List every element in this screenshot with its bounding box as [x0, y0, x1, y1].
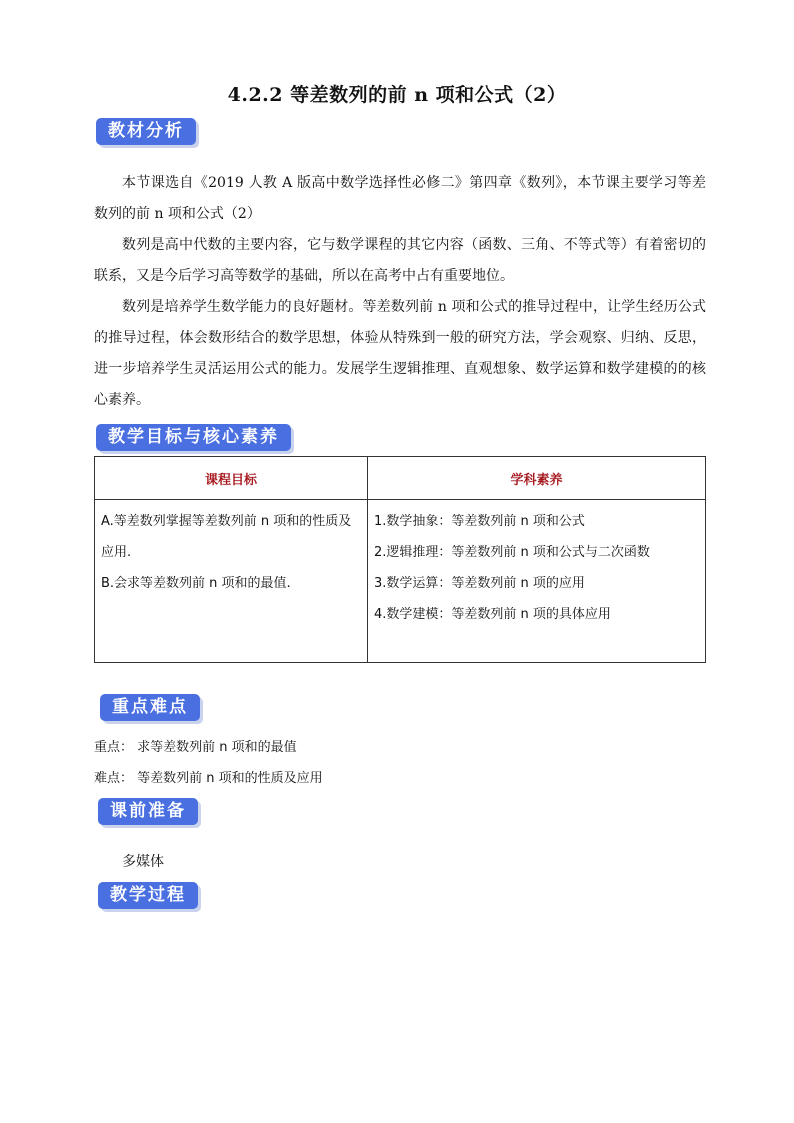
focus-text: 求等差数列前 n 项和的最值: [137, 740, 297, 755]
literacy-item-1: 1.数学抽象：等差数列前 n 项和公式: [374, 514, 585, 529]
difficulty-text: 等差数列前 n 项和的性质及应用: [137, 771, 323, 786]
course-goals-cell: [95, 500, 368, 663]
literacy-item-2: 2.逻辑推理：等差数列前 n 项和公式与二次函数: [374, 545, 650, 560]
focus-label: 重点：: [94, 740, 134, 755]
section-heading-prep: 课前准备: [98, 798, 198, 825]
course-goal-a: A.等差数列掌握等差数列前 n 项和的性质及应用.: [101, 514, 352, 560]
difficulty-line: [94, 767, 323, 786]
difficulty-label: 难点：: [94, 771, 134, 786]
focus-line: [94, 736, 297, 755]
analysis-paragraph-2: 数列是高中代数的主要内容，它与数学课程的其它内容（函数、三角、不等式等）有着密切的联系，又是今后学习高等数学的基础，所以在高考中占有重要地位。: [94, 237, 706, 284]
goals-header-literacy: 学科素养: [368, 457, 706, 500]
section-heading-process: 教学过程: [98, 882, 198, 909]
page-title: 4.2.2 等差数列的前 n 项和公式（2）: [227, 84, 567, 106]
analysis-paragraph-1: 本节课选自《2019 人教 A 版高中数学选择性必修二》第四章《数列》，本节课主要学习等差数列的前 n 项和公式（2）: [94, 175, 706, 222]
analysis-paragraph-3: 数列是培养学生数学能力的良好题材。等差数列前 n 项和公式的推导过程中，让学生经历公式的推导过程，体会数形结合的数学思想，体验从特殊到一般的研究方法，学会观察、归纳、反思，进一步培养学生灵活运用公式的能力。发展学生逻辑推理、直观想象、数学运算和数学建模的的核心素养。: [94, 299, 706, 408]
section-heading-keypoints: 重点难点: [100, 694, 200, 721]
literacy-item-3: 3.数学运算：等差数列前 n 项的应用: [374, 576, 585, 591]
goals-header-course: 课程目标: [95, 457, 368, 500]
section-heading-analysis: 教材分析: [96, 118, 196, 145]
literacy-item-4: 4.数学建模：等差数列前 n 项的具体应用: [374, 607, 611, 622]
course-goal-b: B.会求等差数列前 n 项和的最值.: [101, 576, 291, 591]
prep-text: 多媒体: [122, 854, 164, 870]
goals-table: [94, 456, 706, 663]
section-heading-goals: 教学目标与核心素养: [96, 424, 291, 451]
literacy-cell: [368, 500, 706, 663]
